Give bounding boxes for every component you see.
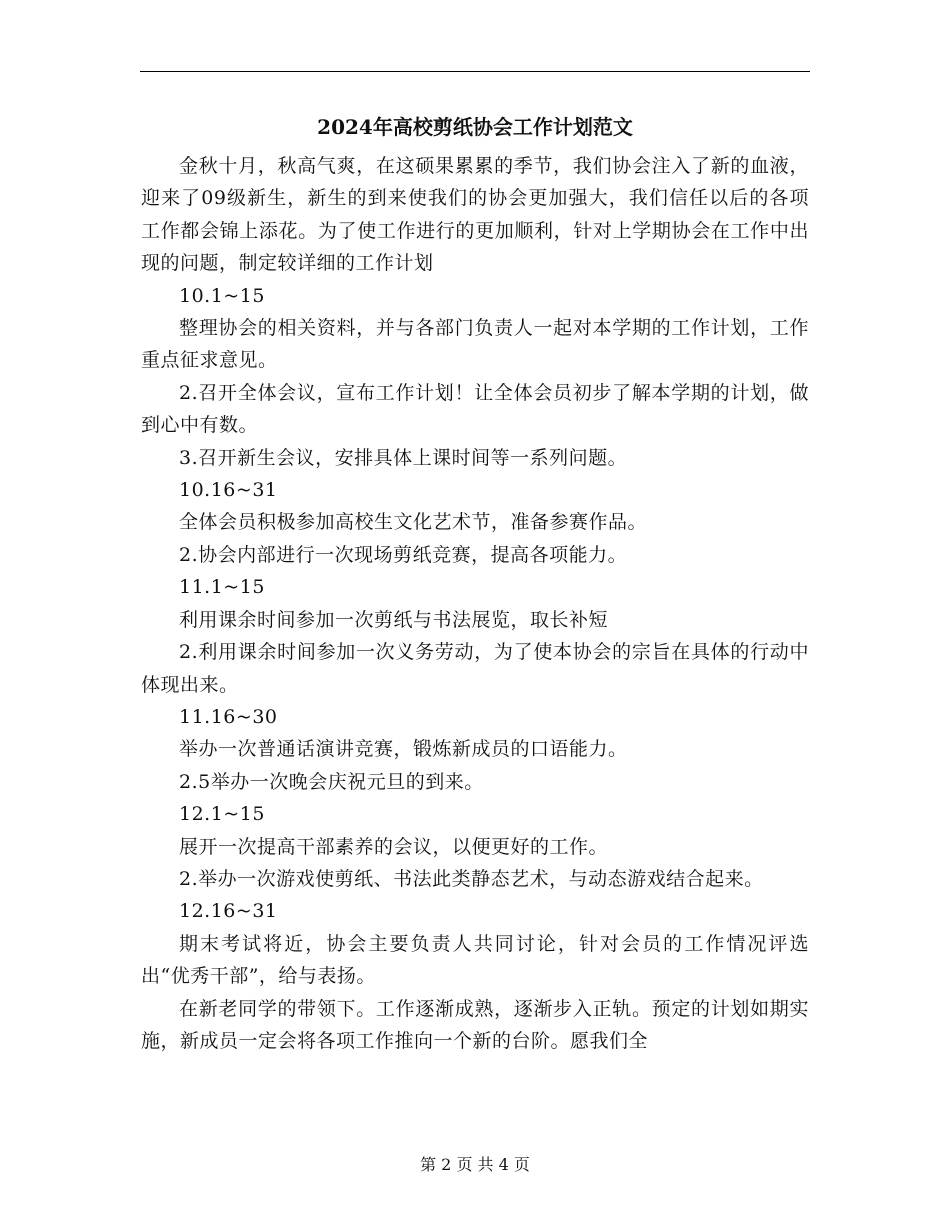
paragraph: 3.召开新生会议，安排具体上课时间等一系列问题。	[179, 446, 628, 469]
date-heading: 12.1~15	[179, 803, 265, 826]
paragraph: 2.举办一次游戏使剪纸、书法此类静态艺术，与动态游戏结合起来。	[179, 867, 764, 890]
date-heading: 11.1~15	[179, 576, 265, 599]
date-heading: 10.1~15	[179, 284, 265, 307]
paragraph: 展开一次提高干部素养的会议，以便更好的工作。	[179, 835, 609, 858]
paragraph: 期末考试将近，协会主要负责人共同讨论，针对会员的工作情况评选出“优秀干部”，给与表扬。	[141, 932, 809, 988]
page-number: 第 2 页 共 4 页	[420, 1155, 530, 1174]
paragraph-intro: 金秋十月，秋高气爽，在这硕果累累的季节，我们协会注入了新的血液，迎来了09级新生，新生的到来使我们的协会更加强大，我们信任以后的各项工作都会锦上添花。为了使工作进行的更加顺利，针对上学期协会在工作中出现的问题，制定较详细的工作计划	[141, 155, 809, 275]
date-heading: 12.16~31	[179, 900, 278, 923]
paragraph: 2.利用课余时间参加一次义务劳动，为了使本协会的宗旨在具体的行动中体现出来。	[141, 641, 809, 696]
date-heading: 10.16~31	[179, 479, 278, 502]
paragraph-closing: 在新老同学的带领下。工作逐渐成熟，逐渐步入正轨。预定的计划如期实施，新成员一定会将各项工作推向一个新的台阶。愿我们全	[141, 997, 809, 1052]
paragraph: 2.召开全体会议，宣布工作计划！让全体会员初步了解本学期的计划，做到心中有数。	[141, 381, 809, 437]
date-heading: 11.16~30	[179, 705, 278, 728]
document-title: 2024年高校剪纸协会工作计划范文	[317, 115, 633, 139]
paragraph: 2.5举办一次晚会庆祝元旦的到来。	[179, 770, 484, 793]
paragraph: 全体会员积极参加高校生文化艺术节，准备参赛作品。	[179, 511, 648, 534]
document-body	[141, 150, 809, 1057]
paragraph: 利用课余时间参加一次剪纸与书法展览，取长补短	[179, 608, 609, 631]
paragraph: 2.协会内部进行一次现场剪纸竞赛，提高各项能力。	[179, 543, 628, 566]
header-rule	[140, 71, 810, 72]
paragraph: 整理协会的相关资料，并与各部门负责人一起对本学期的工作计划，工作重点征求意见。	[141, 317, 809, 372]
paragraph: 举办一次普通话演讲竞赛，锻炼新成员的口语能力。	[179, 738, 628, 761]
